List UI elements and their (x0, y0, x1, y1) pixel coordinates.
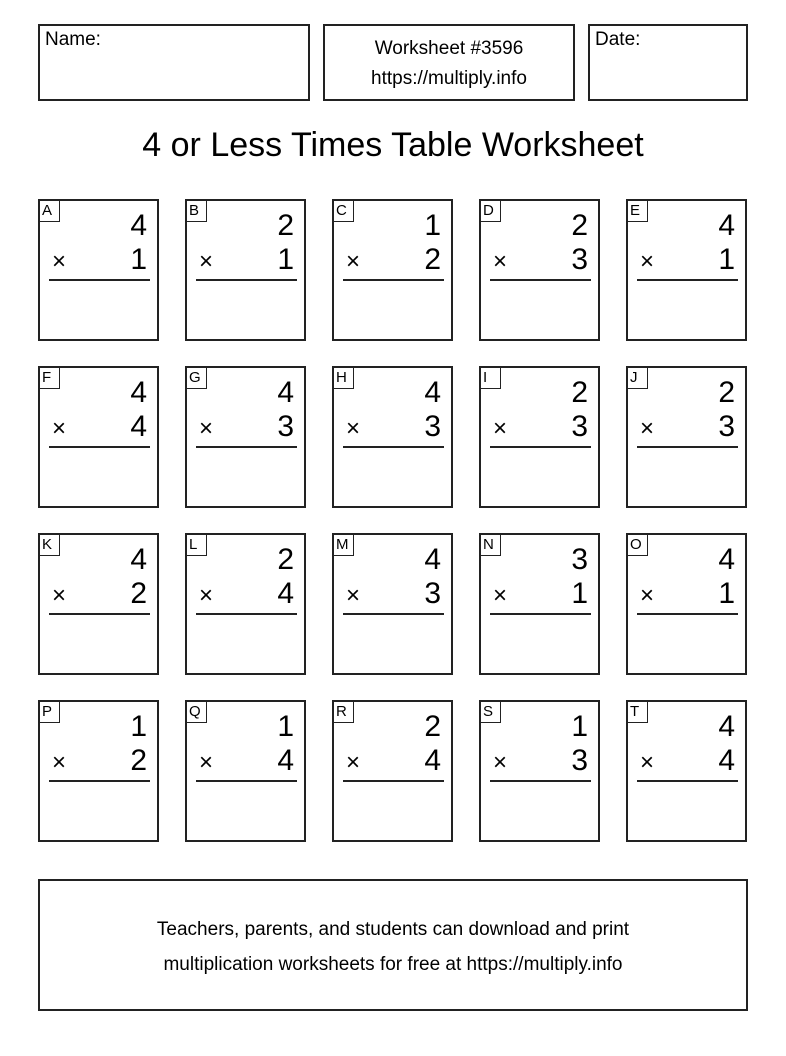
problem-card[interactable] (479, 199, 600, 341)
problem-card[interactable] (626, 366, 747, 508)
multiply-icon: × (199, 415, 214, 442)
problem-label: N (480, 534, 501, 556)
footer-box (38, 879, 748, 1011)
multiplicand: 2 (718, 376, 735, 409)
answer-line (343, 780, 444, 782)
problem-label: E (627, 200, 648, 222)
multiplicand: 3 (571, 543, 588, 576)
multiplier: 2 (130, 744, 147, 777)
answer-line (637, 613, 738, 615)
problem-card[interactable] (332, 533, 453, 675)
multiply-icon: × (640, 582, 655, 609)
multiplicand: 2 (277, 209, 294, 242)
footer-line-1: Teachers, parents, and students can download and print (156, 919, 630, 940)
problem-card[interactable] (38, 366, 159, 508)
problem-label: L (186, 534, 207, 556)
problem-label: K (39, 534, 60, 556)
problem-card[interactable] (479, 366, 600, 508)
answer-line (196, 613, 297, 615)
multiplier: 3 (718, 410, 735, 443)
multiply-icon: × (52, 248, 67, 275)
multiply-icon: × (52, 749, 67, 776)
problem-card[interactable] (332, 199, 453, 341)
answer-line (196, 446, 297, 448)
multiplicand: 2 (424, 710, 441, 743)
problem-card[interactable] (626, 700, 747, 842)
site-url: https://multiply.info (371, 68, 527, 89)
multiplier: 3 (571, 744, 588, 777)
problem-card[interactable] (185, 366, 306, 508)
multiplicand: 1 (130, 710, 147, 743)
problem-label: S (480, 701, 501, 723)
multiplier: 4 (277, 744, 294, 777)
multiplier: 4 (277, 577, 294, 610)
problem-card[interactable] (626, 533, 747, 675)
problem-label: B (186, 200, 207, 222)
multiplier: 4 (718, 744, 735, 777)
answer-line (637, 780, 738, 782)
problem-label: I (480, 367, 501, 389)
problem-label: M (333, 534, 354, 556)
multiplier: 1 (130, 243, 147, 276)
date-label: Date: (595, 29, 641, 50)
problem-label: R (333, 701, 354, 723)
multiplier: 3 (424, 577, 441, 610)
answer-line (196, 780, 297, 782)
multiply-icon: × (640, 749, 655, 776)
multiplier: 1 (277, 243, 294, 276)
multiplicand: 4 (424, 543, 441, 576)
multiplier: 3 (571, 243, 588, 276)
answer-line (490, 780, 591, 782)
multiplicand: 2 (571, 376, 588, 409)
multiplier: 3 (424, 410, 441, 443)
multiply-icon: × (346, 248, 361, 275)
multiply-icon: × (493, 248, 508, 275)
answer-line (490, 613, 591, 615)
multiplicand: 4 (277, 376, 294, 409)
answer-line (343, 279, 444, 281)
problem-card[interactable] (332, 700, 453, 842)
answer-line (49, 279, 150, 281)
worksheet-title: 4 or Less Times Table Worksheet (142, 126, 644, 164)
multiplier: 2 (130, 577, 147, 610)
problem-label: F (39, 367, 60, 389)
name-field-box[interactable] (38, 24, 310, 101)
problem-label: D (480, 200, 501, 222)
multiply-icon: × (346, 415, 361, 442)
problem-card[interactable] (38, 199, 159, 341)
multiplicand: 4 (718, 710, 735, 743)
multiply-icon: × (493, 415, 508, 442)
multiplicand: 4 (718, 209, 735, 242)
problem-card[interactable] (185, 199, 306, 341)
problem-label: H (333, 367, 354, 389)
answer-line (490, 279, 591, 281)
problem-card[interactable] (479, 700, 600, 842)
problem-label: P (39, 701, 60, 723)
problem-card[interactable] (479, 533, 600, 675)
multiply-icon: × (493, 749, 508, 776)
worksheet-info-box (323, 24, 575, 101)
multiplicand: 1 (571, 710, 588, 743)
answer-line (49, 780, 150, 782)
multiply-icon: × (199, 248, 214, 275)
multiply-icon: × (493, 582, 508, 609)
multiply-icon: × (640, 415, 655, 442)
name-label: Name: (45, 29, 101, 50)
multiplier: 2 (424, 243, 441, 276)
multiplier: 3 (277, 410, 294, 443)
problem-card[interactable] (185, 533, 306, 675)
multiply-icon: × (199, 582, 214, 609)
footer-line-2: multiplication worksheets for free at https://multiply.info (163, 954, 623, 975)
multiply-icon: × (346, 749, 361, 776)
multiply-icon: × (199, 749, 214, 776)
multiplier: 3 (571, 410, 588, 443)
problem-label: C (333, 200, 354, 222)
problem-card[interactable] (332, 366, 453, 508)
answer-line (196, 279, 297, 281)
worksheet-id: Worksheet #3596 (374, 38, 524, 59)
multiplicand: 4 (424, 376, 441, 409)
problem-card[interactable] (38, 533, 159, 675)
multiply-icon: × (52, 415, 67, 442)
multiplier: 4 (130, 410, 147, 443)
problem-card[interactable] (185, 700, 306, 842)
problem-card[interactable] (626, 199, 747, 341)
multiplicand: 4 (130, 376, 147, 409)
multiplicand: 1 (277, 710, 294, 743)
problem-label: O (627, 534, 648, 556)
multiplier: 1 (571, 577, 588, 610)
answer-line (343, 446, 444, 448)
problem-card[interactable] (38, 700, 159, 842)
multiplicand: 2 (571, 209, 588, 242)
problem-label: T (627, 701, 648, 723)
date-field-box[interactable] (588, 24, 748, 101)
multiplicand: 4 (718, 543, 735, 576)
problem-label: G (186, 367, 207, 389)
answer-line (490, 446, 591, 448)
multiplier: 4 (424, 744, 441, 777)
multiplier: 1 (718, 577, 735, 610)
problem-label: Q (186, 701, 207, 723)
multiplicand: 1 (424, 209, 441, 242)
answer-line (49, 613, 150, 615)
answer-line (637, 446, 738, 448)
problem-label: J (627, 367, 648, 389)
multiplicand: 4 (130, 543, 147, 576)
answer-line (49, 446, 150, 448)
answer-line (343, 613, 444, 615)
multiply-icon: × (346, 582, 361, 609)
problem-label: A (39, 200, 60, 222)
multiplier: 1 (718, 243, 735, 276)
multiply-icon: × (52, 582, 67, 609)
multiplicand: 2 (277, 543, 294, 576)
multiplicand: 4 (130, 209, 147, 242)
answer-line (637, 279, 738, 281)
multiply-icon: × (640, 248, 655, 275)
